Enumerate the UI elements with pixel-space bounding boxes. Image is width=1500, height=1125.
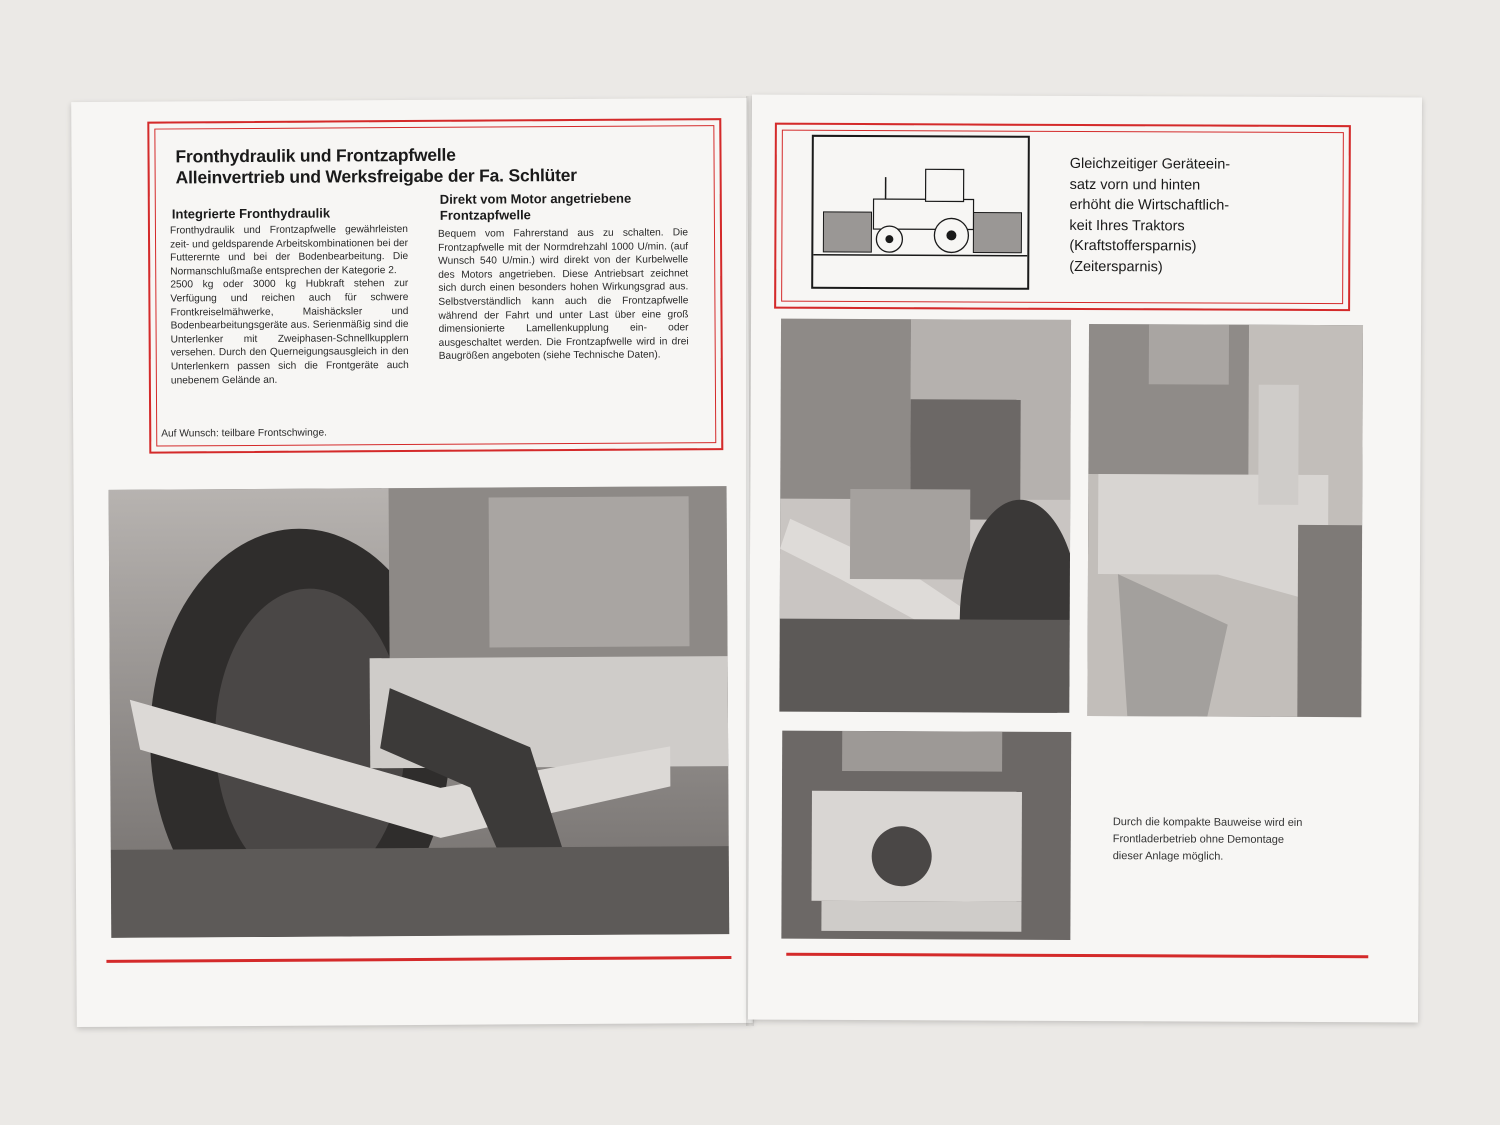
side-text-block: [1069, 154, 1230, 278]
page-title-line-2: Alleinvertrieb und Werksfreigabe der Fa. Schlüter: [175, 164, 577, 188]
side-text-line-4: keit Ihres Traktors: [1069, 217, 1185, 234]
side-text-line-5: (Kraftstoffersparnis): [1069, 237, 1197, 255]
tractor-front-left-photo: [779, 319, 1071, 713]
column-1-body: Fronthydraulik und Frontzapfwelle gewährleisten zeit- und geldsparende Arbeitskombinationen bei der Futterernte und bei der Bodenbearbeitung. Die Normanschlußmaße entsprechen der Kategorie 2. 2500 kg oder 3000 kg Hubkraft stehen zur Verfügung und reichen auch für schwere Frontkreiselmähwerke, Maishäcksler und Bodenbearbeitungsgeräte aus. Serienmäßig sind die Unterlenker mit Zweiphasen-Schnellkupplern versehen. Durch den Querneigungsausgleich in den Unterlenkern passen sich die Frontgeräte auch unebenem Gelände an.: [169, 224, 409, 387]
side-text-line-3: erhöht die Wirtschaftlich-: [1069, 196, 1230, 214]
column-2-body: Bequem vom Fahrerstand aus zu schalten. Die Frontzapfwelle mit der Normdrehzahl 1000 U/min. (auf Wunsch 540 U/min.) wird direkt von der Kurbelwelle des Motors angetrieben. Diese Antriebsart zeichnet sich durch einen besonders hohen Wirkungsgrad aus. Selbstverständlich kann auch die Frontzapfwelle während der Fahrt und unter Last über eine groß dimensionierte Lamellenkupplung ein- oder ausgeschaltet werden. Die Frontzapfwelle wird in drei Baugrößen angeboten (siehe Technische Daten).: [437, 227, 689, 363]
page-title-line-1: Fronthydraulik und Frontzapfwelle: [175, 144, 456, 167]
side-text-line-2: satz vorn und hinten: [1069, 176, 1201, 193]
left-bottom-rule: [106, 956, 731, 963]
column-1-heading: Integrierte Fronthydraulik: [171, 205, 331, 222]
loader-caption: [1113, 814, 1303, 866]
tractor-diagram-icon: [813, 137, 1028, 288]
hitch-closeup-photo: [1087, 324, 1363, 717]
side-text-line-1: Gleichzeitiger Geräteein-: [1069, 155, 1231, 173]
caption-line-1: Durch die kompakte Bauweise wird ein: [1112, 816, 1303, 829]
right-bottom-rule: [786, 953, 1368, 959]
column-2-heading-line-1: Direkt vom Motor angetriebene: [439, 190, 632, 207]
caption-line-2: Frontladerbetrieb ohne Demontage: [1112, 833, 1285, 846]
right-page: [748, 95, 1422, 1023]
front-hydraulics-photo: [109, 486, 730, 938]
left-page: [71, 98, 753, 1027]
tractor-diagram: [811, 135, 1030, 290]
front-loader-photo: [781, 731, 1071, 940]
column-1-footer: Auf Wunsch: teilbare Frontschwinge.: [161, 427, 327, 440]
side-text-line-6: (Zeitersparnis): [1069, 258, 1163, 275]
caption-line-3: dieser Anlage möglich.: [1112, 850, 1224, 863]
column-2-heading-line-2: Frontzapfwelle: [439, 207, 531, 223]
